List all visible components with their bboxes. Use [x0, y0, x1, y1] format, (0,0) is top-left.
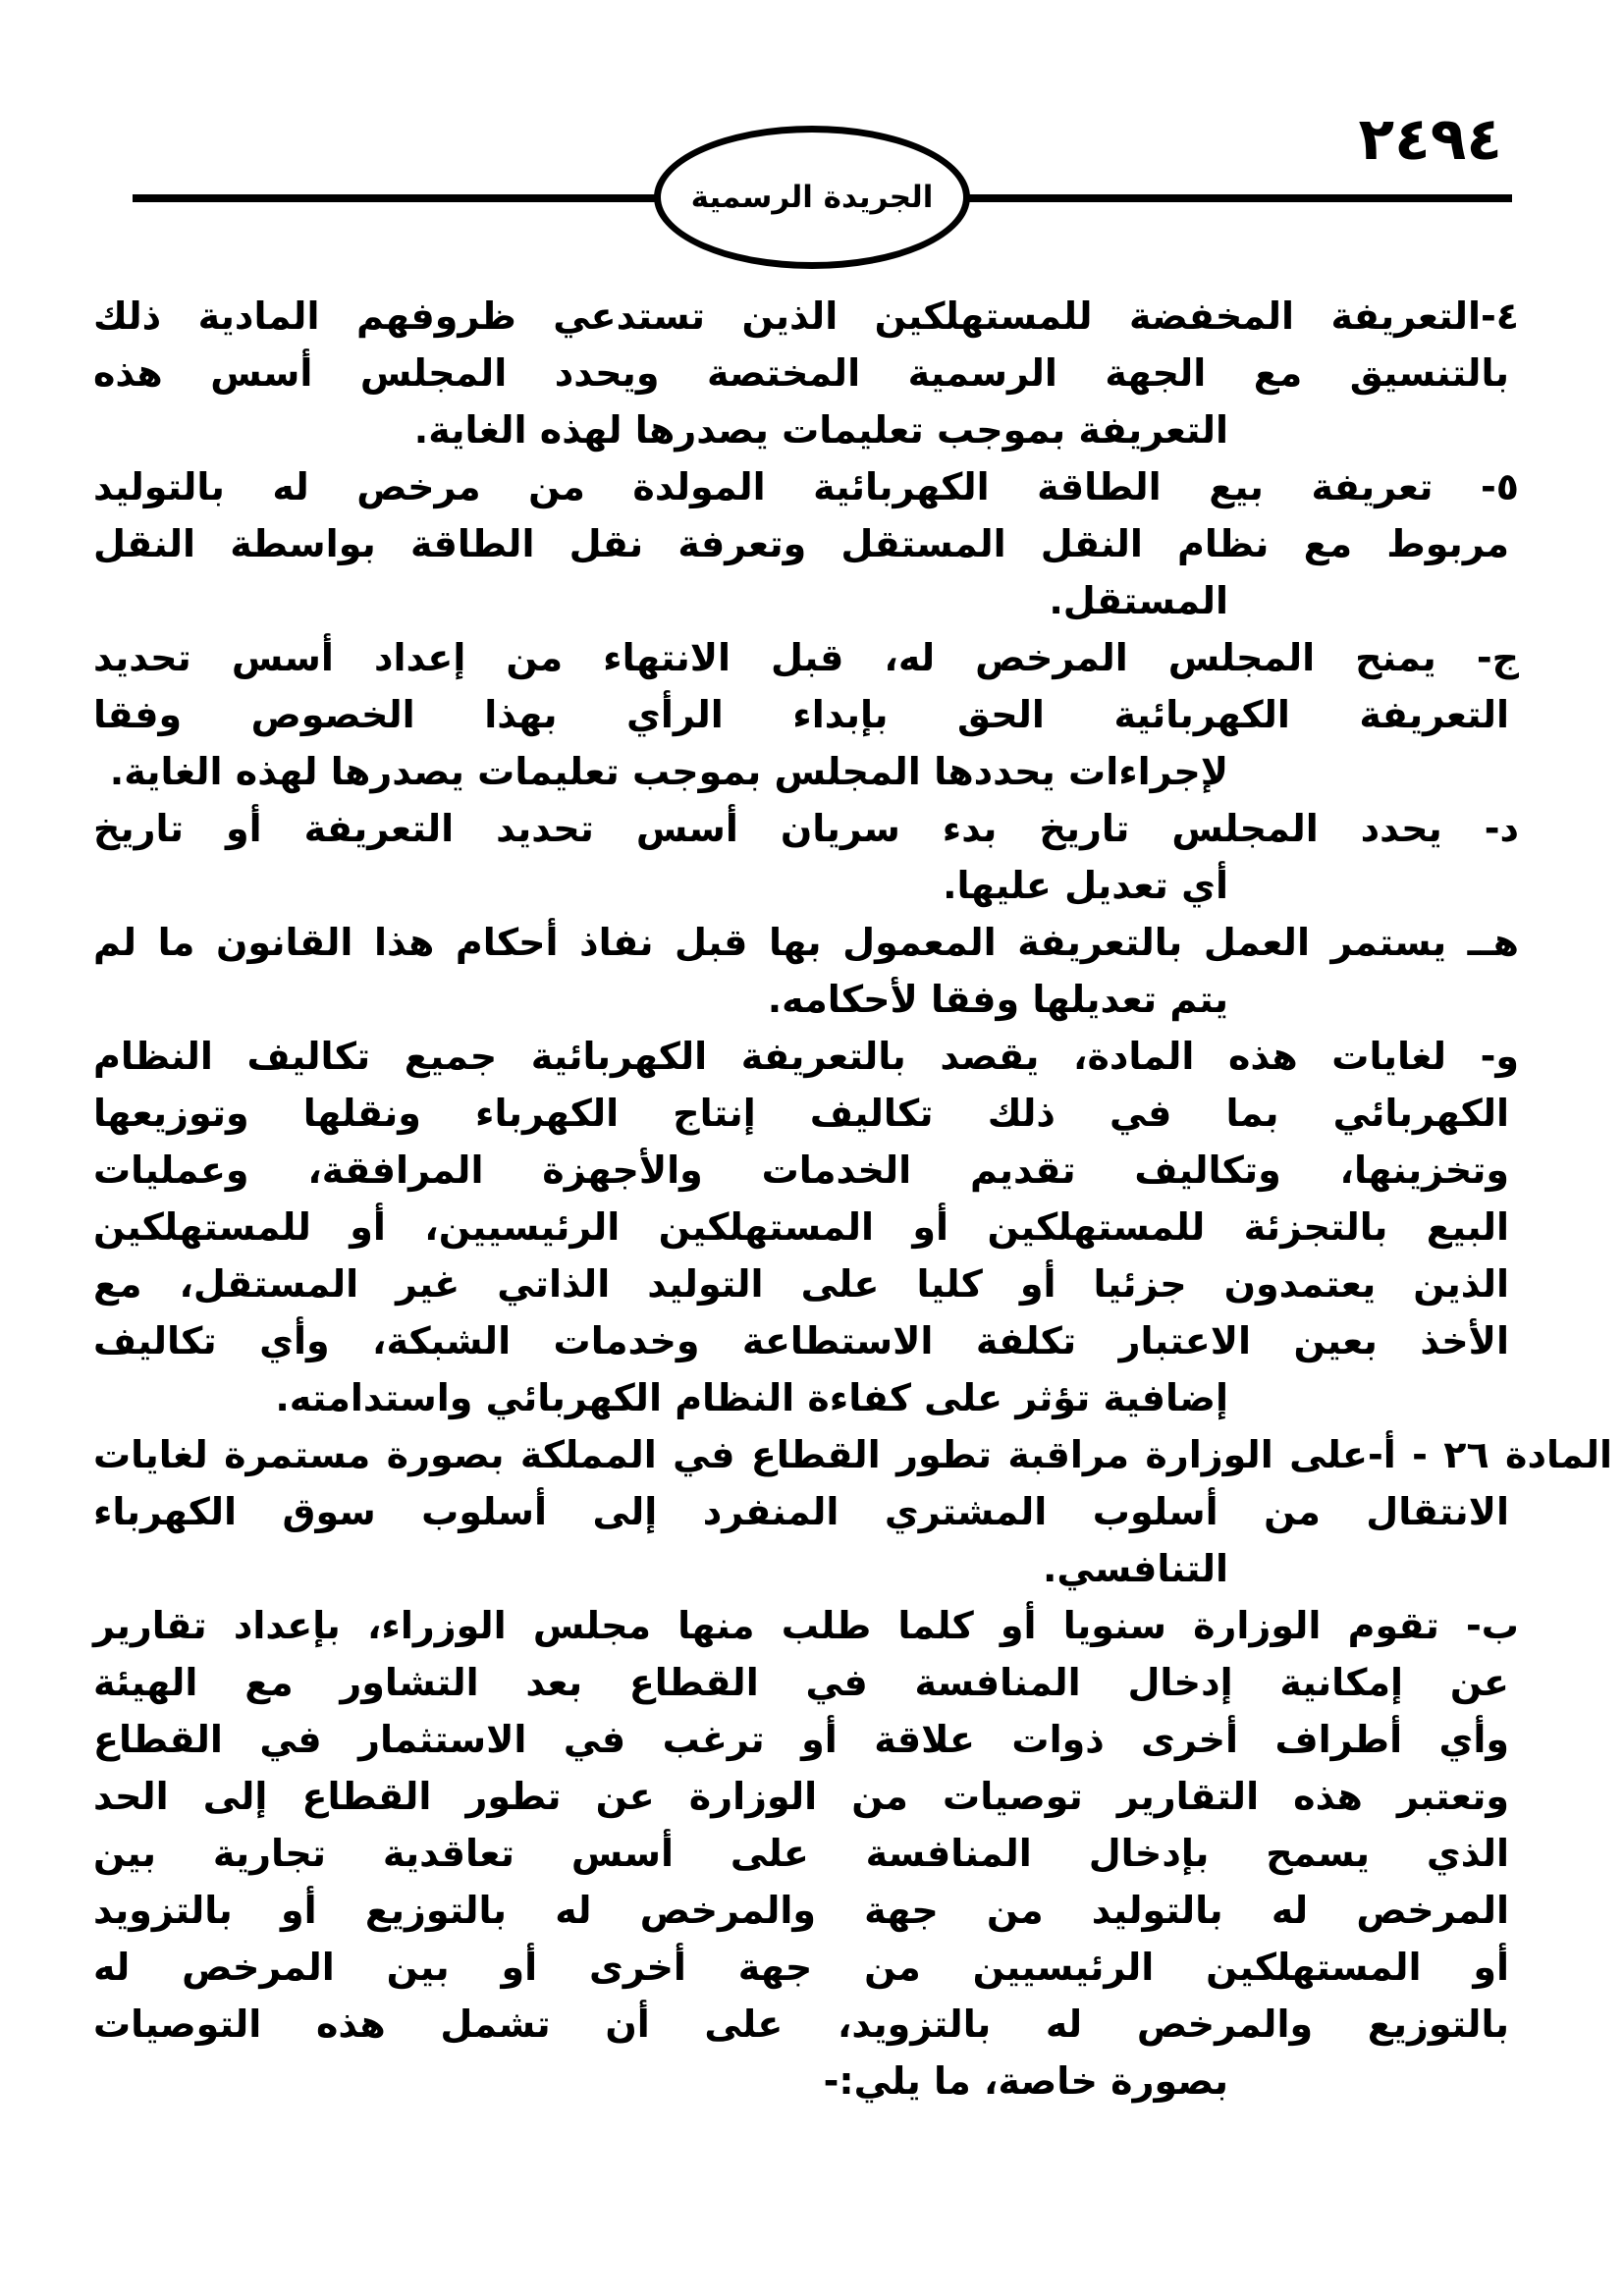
- text-line: ب- تقوم الوزارة سنويا أو كلما طلب منها مجلس الوزراء، بإعداد تقارير: [93, 1604, 1519, 1647]
- page-number: ٢٤٩٤: [1358, 105, 1502, 174]
- text-line: د- يحدد المجلس تاريخ بدء سريان أسس تحديد التعريفة أو تاريخ: [93, 807, 1519, 850]
- text-line: البيع بالتجزئة للمستهلكين أو المستهلكين الرئيسيين، أو للمستهلكين: [93, 1205, 1509, 1249]
- text-line: أو المستهلكين الرئيسيين من جهة أخرى أو بين المرخص له: [93, 1946, 1509, 1989]
- text-line: لإجراءات يحددها المجلس بموجب تعليمات يصدرها لهذه الغاية.: [109, 750, 1228, 793]
- text-line: عن إمكانية إدخال المنافسة في القطاع بعد التشاور مع الهيئة: [93, 1661, 1509, 1704]
- gazette-oval-emblem: [654, 126, 970, 269]
- text-line: التنافسي.: [1042, 1547, 1228, 1590]
- text-line: بالتوزيع والمرخص له بالتزويد، على أن تشمل هذه التوصيات: [93, 2002, 1509, 2046]
- text-line: يتم تعديلها وفقا لأحكامه.: [767, 978, 1228, 1021]
- text-line: مربوط مع نظام النقل المستقل وتعرفة نقل الطاقة بواسطة النقل: [93, 522, 1509, 565]
- text-line: الأخذ بعين الاعتبار تكلفة الاستطاعة وخدمات الشبكة، وأي تكاليف: [93, 1319, 1509, 1362]
- text-line: الذي يسمح بإدخال المنافسة على أسس تعاقدية تجارية بين: [93, 1832, 1509, 1875]
- gazette-title: الجريدة الرسمية: [690, 180, 934, 215]
- text-line-article-26: المادة ٢٦ - أ-على الوزارة مراقبة تطور القطاع في المملكة بصورة مستمرة لغايات: [93, 1433, 1613, 1476]
- text-line: المرخص له بالتوليد من جهة والمرخص له بالتوزيع أو بالتزويد: [93, 1889, 1509, 1932]
- body-text: [93, 288, 1613, 2109]
- text-line: التعريفة الكهربائية الحق بإبداء الرأي بهذا الخصوص وفقا: [93, 693, 1509, 736]
- text-line: ج- يمنح المجلس المرخص له، قبل الانتهاء من إعداد أسس تحديد: [93, 636, 1519, 679]
- text-line: ٥- تعريفة بيع الطاقة الكهربائية المولدة من مرخص له بالتوليد: [93, 465, 1519, 508]
- text-line: هــ يستمر العمل بالتعريفة المعمول بها قبل نفاذ أحكام هذا القانون ما لم: [93, 921, 1519, 964]
- text-line: وتعتبر هذه التقارير توصيات من الوزارة عن تطور القطاع إلى الحد: [93, 1775, 1509, 1818]
- text-line: بصورة خاصة، ما يلي:-: [823, 2059, 1228, 2103]
- text-line: أي تعديل عليها.: [943, 864, 1228, 907]
- text-line: بالتنسيق مع الجهة الرسمية المختصة ويحدد المجلس أسس هذه: [93, 351, 1509, 395]
- text-line: و- لغايات هذه المادة، يقصد بالتعريفة الكهربائية جميع تكاليف النظام: [93, 1035, 1519, 1078]
- text-line: وتخزينها، وتكاليف تقديم الخدمات والأجهزة المرافقة، وعمليات: [93, 1148, 1509, 1192]
- text-line: وأي أطراف أخرى ذوات علاقة أو ترغب في الاستثمار في القطاع: [93, 1718, 1509, 1761]
- text-line: التعريفة بموجب تعليمات يصدرها لهذه الغاية.: [413, 408, 1228, 452]
- text-line: ٤-التعريفة المخفضة للمستهلكين الذين تستدعي ظروفهم المادية ذلك: [93, 294, 1519, 338]
- text-line: الكهربائي بما في ذلك تكاليف إنتاج الكهرباء ونقلها وتوزيعها: [93, 1092, 1509, 1135]
- text-line: المستقل.: [1049, 579, 1228, 622]
- text-line: إضافية تؤثر على كفاءة النظام الكهربائي واستدامته.: [275, 1376, 1228, 1419]
- text-line: الذين يعتمدون جزئيا أو كليا على التوليد الذاتي غير المستقل، مع: [93, 1262, 1509, 1306]
- text-line: الانتقال من أسلوب المشتري المنفرد إلى أسلوب سوق الكهرباء: [93, 1490, 1509, 1533]
